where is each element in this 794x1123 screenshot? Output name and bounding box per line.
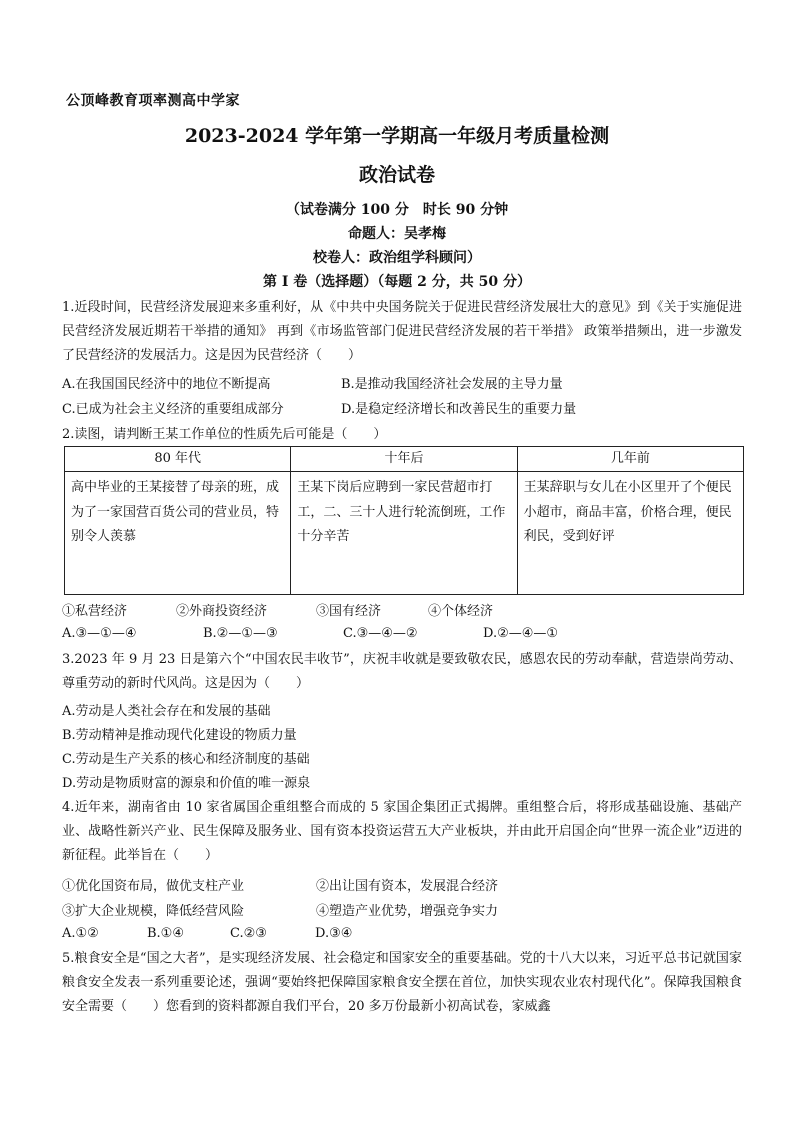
- subject-title: 政治试卷: [358, 164, 435, 186]
- question-2-item-3: ③国有经济: [316, 604, 382, 619]
- exam-title: 2023-2024 学年第一学期高一年级月考质量检测: [184, 125, 610, 147]
- question-3-option-d: D.劳动是物质财富的源泉和价值的唯一源泉: [62, 776, 311, 791]
- question-2-stem: 2.读图，请判断王某工作单位的性质先后可能是（ ）: [62, 427, 387, 442]
- question-4-option-b: B.①④: [147, 926, 184, 941]
- question-2-option-c: C.③—④—②: [343, 626, 418, 641]
- question-1-option-d: D.是稳定经济增长和改善民生的重要力量: [341, 402, 577, 417]
- question-3-stem: 3.2023 年 9 月 23 日是第六个“中国农民丰收节”，庆祝丰收就是要致敬农民，感恩农民的劳动奉献，营造崇尚劳动、尊重劳动的新时代风尚。这是因为（ ）: [62, 652, 742, 691]
- table-cell: 王某下岗后应聘到一家民营超市打工，二、三十人进行轮流倒班，工作十分辛苦: [291, 472, 517, 595]
- question-4-option-d: D.③④: [315, 926, 353, 941]
- watermark-text: 公顶峰教育项率测高中学家: [66, 93, 240, 109]
- table-header-row: [65, 447, 744, 472]
- question-3-option-c: C.劳动是生产关系的核心和经济制度的基础: [62, 752, 310, 767]
- question-3-option-b: B.劳动精神是推动现代化建设的物质力量: [62, 728, 297, 743]
- table-row: [65, 472, 744, 595]
- question-4-option-a: A.①②: [62, 926, 99, 941]
- question-2-item-4: ④个体经济: [428, 604, 494, 619]
- question-5-stem: 5.粮食安全是“国之大者”，是实现经济发展、社会稳定和国家安全的重要基础。党的十八大以来，习近平总书记就国家粮食安全发表一系列重要论述，强调“要始终把保障国家粮食安全摆在首位，加快实现农业农村现代化”。保障我国粮食安全需要（ ）您看到的资料都源自我们平台，20 多万份最新小初高试卷，家威鑫: [62, 951, 742, 1014]
- question-4-item-4: ④塑造产业优势，增强竞争实力: [316, 904, 499, 919]
- question-1-option-a: A.在我国国民经济中的地位不断提高: [62, 377, 271, 392]
- question-2-item-2: ②外商投资经济: [176, 604, 268, 619]
- question-4-option-c: C.②③: [230, 926, 267, 941]
- question-4-item-2: ②出让国有资本，发展混合经济: [316, 879, 499, 894]
- question-2-option-b: B.②—①—③: [203, 626, 278, 641]
- question-4-stem: 4.近年来，湖南省由 10 家省属国企重组整合而成的 5 家国企集团正式揭牌。重组整合后，将形成基础设施、基础产业、战略性新兴产业、民生保障及服务业、国有资本投资运营五大产业板块，并由此开启国企向“世界一流企业”迈进的新征程。此举旨在（ ）: [62, 800, 742, 863]
- author-line: 命题人：吴孝梅: [348, 226, 446, 242]
- table-cell: 高中毕业的王某接替了母亲的班，成为了一家国营百货公司的营业员，特别令人羡慕: [65, 472, 291, 595]
- table-header-cell: 十年后: [291, 447, 517, 472]
- table-header-cell: 几年前: [517, 447, 743, 472]
- question-4-item-1: ①优化国资布局，做优支柱产业: [62, 879, 245, 894]
- question-1-option-b: B.是推动我国经济社会发展的主导力量: [341, 377, 563, 392]
- section-heading: 第 I 卷（选择题）（每题 2 分，共 50 分）: [262, 274, 532, 290]
- question-2-item-1: ①私营经济: [62, 604, 128, 619]
- exam-meta: （试卷满分 100 分 时长 90 分钟: [285, 202, 509, 218]
- question-1-option-c: C.已成为社会主义经济的重要组成部分: [62, 402, 284, 417]
- question-3-option-a: A.劳动是人类社会存在和发展的基础: [62, 704, 271, 719]
- table-header-cell: 80 年代: [65, 447, 291, 472]
- question-2-option-a: A.③—①—④: [62, 626, 137, 641]
- table-cell: 王某辞职与女儿在小区里开了个便民小超市，商品丰富，价格合理，便民利民，受到好评: [517, 472, 743, 595]
- question-2-option-d: D.②—④—①: [483, 626, 559, 641]
- question-4-item-3: ③扩大企业规模，降低经营风险: [62, 904, 245, 919]
- reviewer-line: 校卷人：政治组学科顾问）: [313, 250, 481, 266]
- question-1-stem: 1.近段时间，民营经济发展迎来多重利好，从《中共中央国务院关于促进民营经济发展壮大的意见》到《关于实施促进民营经济发展近期若干举措的通知》 再到《市场监管部门促进民营经济发展的若干举措》 政策举措频出，进一步激发了民营经济的发展活力。这是因为民营经济（ ）: [62, 300, 742, 363]
- work-history-table: [64, 446, 744, 595]
